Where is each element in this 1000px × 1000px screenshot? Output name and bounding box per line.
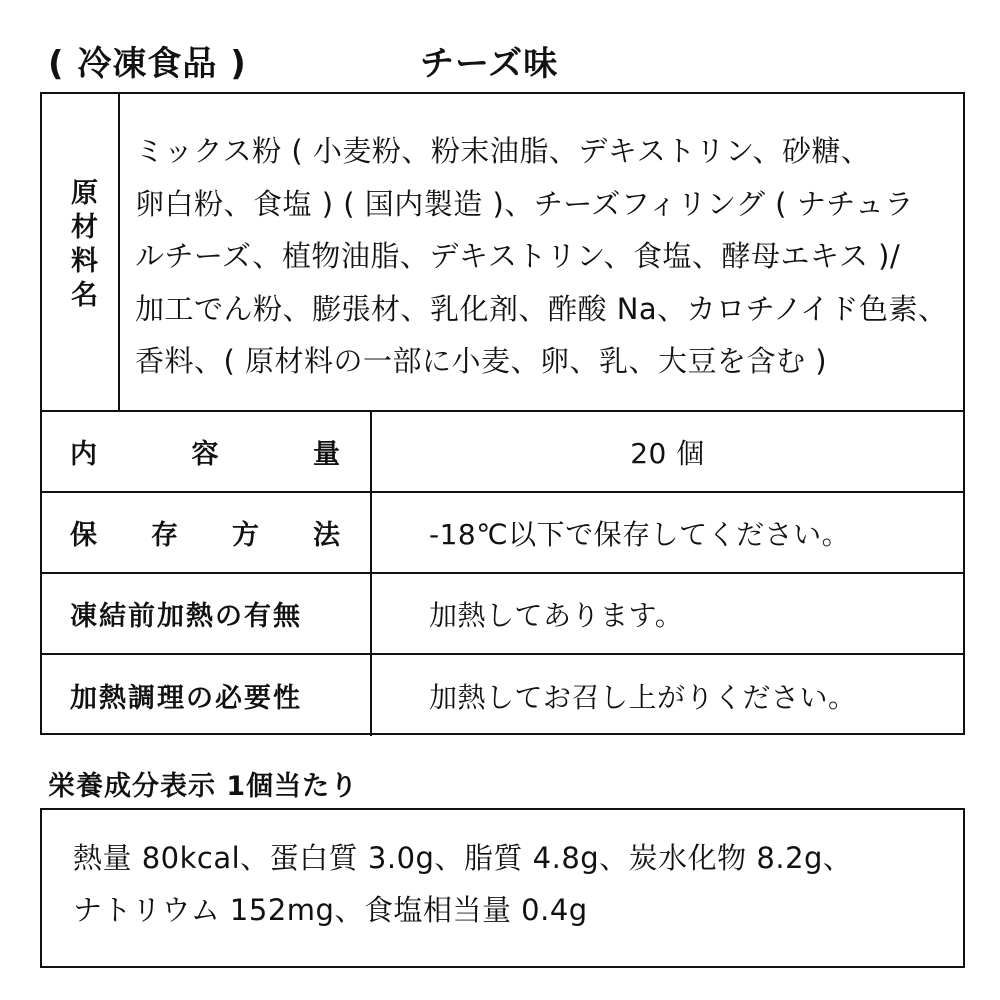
heated-before-freezing-value: 加熱してあります。 [429, 598, 684, 632]
ingredients-row [42, 94, 963, 412]
content-amount-value: 20 個 [630, 436, 705, 470]
heated-before-freezing-label: 凍結前加熱の有無 [42, 574, 372, 653]
flavor-title: チーズ味 [420, 44, 559, 84]
nutrition-text [73, 832, 852, 936]
ingredients-line: 加工でん粉、膨張材、乳化剤、酢酸 Na、カロチノイド色素、 [135, 291, 948, 326]
label-char: 方 [232, 520, 259, 551]
ingredients-line: ミックス粉 ( 小麦粉、粉末油脂、デキストリン、砂糖、 [135, 134, 871, 168]
label-char: 量 [313, 439, 340, 470]
category-label: ( 冷凍食品 ) [48, 44, 247, 84]
cooking-required-label: 加熱調理の必要性 [42, 655, 372, 736]
ingredients-line: 香料、( 原材料の一部に小麦、卵、乳、大豆を含む ) [135, 344, 828, 378]
nutrition-title: 栄養成分表示 1個当たり [48, 771, 359, 802]
product-info-table [40, 92, 965, 735]
ingredients-line: 卵白粉、食塩 ) ( 国内製造 )、チーズフィリング ( ナチュラ [135, 186, 914, 221]
content-amount-row [42, 412, 963, 493]
nutrition-line: 熱量 80kcal、蛋白質 3.0g、脂質 4.8g、炭水化物 8.2g、 [73, 841, 853, 875]
label-char: 法 [313, 520, 340, 551]
cooking-required-row [42, 655, 963, 736]
label-char: 存 [151, 520, 178, 551]
ingredients-text [135, 125, 955, 388]
content-amount-label [42, 412, 372, 491]
label-char: 内 [70, 439, 97, 470]
ingredients-line: ルチーズ、植物油脂、デキストリン、食塩、酵母エキス )/ [135, 239, 901, 273]
nutrition-line: ナトリウム 152mg、食塩相当量 0.4g [73, 893, 588, 927]
heated-before-freezing-row [42, 574, 963, 655]
ingredients-label: 原材料名 [66, 178, 97, 314]
ingredients-label-cell [42, 94, 120, 410]
storage-method-value: -18℃以下で保存してください。 [429, 517, 851, 551]
storage-method-row [42, 493, 963, 574]
nutrition-box [40, 808, 965, 968]
label-char: 保 [70, 520, 97, 551]
cooking-required-value: 加熱してお召し上がりください。 [429, 680, 857, 714]
label-char: 容 [191, 439, 219, 470]
storage-method-label [42, 493, 372, 572]
